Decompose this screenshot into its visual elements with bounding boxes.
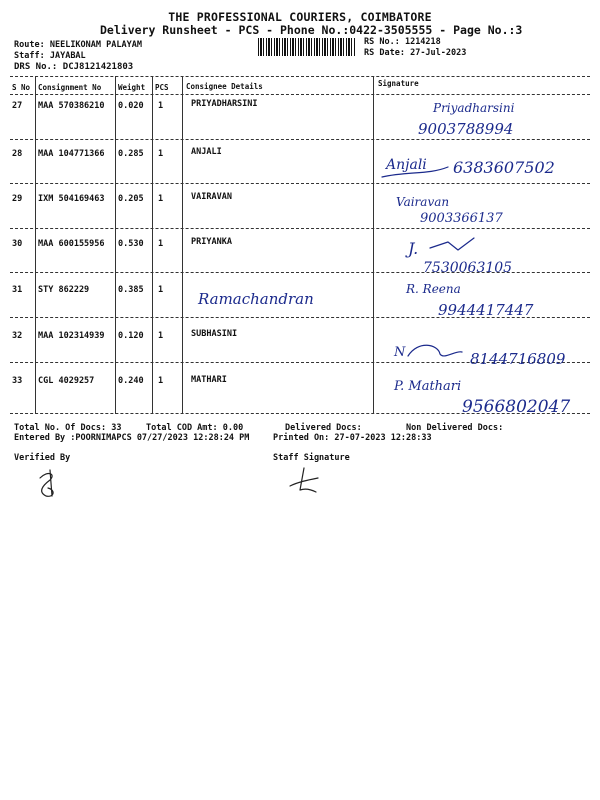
column-rule <box>182 76 183 414</box>
row-consignee: SUBHASINI <box>191 329 238 339</box>
drs-label: DRS No.: <box>14 62 58 72</box>
rs-date-value: 27-Jul-2023 <box>410 48 467 58</box>
row-consignment: MAA 102314939 <box>38 331 105 341</box>
verified-by-label: Verified By <box>14 453 71 463</box>
printed-on: Printed On: 27-07-2023 12:28:33 <box>273 433 432 443</box>
row-weight: 0.020 <box>118 101 144 111</box>
column-rule <box>115 76 116 414</box>
row-consignment: STY 862229 <box>38 285 90 295</box>
signature-name: Priyadharsini <box>433 101 515 115</box>
row-sno: 31 <box>12 285 23 295</box>
signature-row-33 <box>378 366 590 414</box>
signature-phone: 9566802047 <box>462 397 571 414</box>
col-header-pcs: PCS <box>155 83 169 92</box>
row-consignment: MAA 600155956 <box>38 239 105 249</box>
signature-row-31 <box>378 275 590 319</box>
row-consignment: MAA 570386210 <box>38 101 105 111</box>
rs-date-line <box>364 48 466 58</box>
handwritten-consignee-text: Ramachandran <box>198 290 314 308</box>
verifier-signature <box>30 466 70 500</box>
signature-name: Vairavan <box>396 195 450 209</box>
row-consignee: VAIRAVAN <box>191 192 232 202</box>
signature-phone: 7530063105 <box>423 260 513 274</box>
row-weight: 0.205 <box>118 194 144 204</box>
signature-phone: 8144716809 <box>470 350 566 368</box>
entered-by: Entered By :POORNIMAPCS 07/27/2023 12:28:24 PM <box>14 433 250 443</box>
route-value: NEELIKONAM PALAYAM <box>49 40 142 50</box>
signature-row-28 <box>378 141 590 185</box>
col-header-weight: Weight <box>118 83 146 92</box>
signature-phone: 9944417447 <box>438 301 534 319</box>
total-cod: Total COD Amt: 0.00 <box>146 423 244 433</box>
row-pcs: 1 <box>158 376 164 386</box>
signature-name: J. <box>408 239 419 258</box>
signature-name: R. Reena <box>406 282 461 296</box>
rs-no-label: RS No.: <box>364 37 400 47</box>
route-line <box>14 40 142 50</box>
row-pcs: 1 <box>158 194 164 204</box>
col-header-consignee: Consignee Details <box>186 82 263 91</box>
row-weight: 0.240 <box>118 376 144 386</box>
signature-phone: 9003788994 <box>418 120 514 138</box>
row-pcs: 1 <box>158 285 164 295</box>
row-weight: 0.120 <box>118 331 144 341</box>
row-pcs: 1 <box>158 101 164 111</box>
company-name: THE PROFESSIONAL COURIERS, COIMBATORE <box>168 10 432 24</box>
row-pcs: 1 <box>158 239 164 249</box>
drs-value: DCJ8121421803 <box>62 62 134 72</box>
row-pcs: 1 <box>158 149 164 159</box>
signature-stroke <box>430 238 474 250</box>
header-top-rule <box>10 76 590 77</box>
drs-line <box>14 62 133 72</box>
signature-row-32 <box>378 320 590 368</box>
row-weight: 0.530 <box>118 239 144 249</box>
row-pcs: 1 <box>158 331 164 341</box>
signature-stroke <box>290 468 318 492</box>
row-consignment: CGL 4029257 <box>38 376 95 386</box>
row-weight: 0.385 <box>118 285 144 295</box>
signature-name: N <box>394 345 406 360</box>
rs-no-value: 1214218 <box>404 37 441 47</box>
handwritten-consignee <box>196 282 356 316</box>
signature-row-30 <box>378 230 590 274</box>
delivered-docs: Delivered Docs: <box>285 423 362 433</box>
signature-name: P. Mathari <box>394 379 462 394</box>
row-weight: 0.285 <box>118 149 144 159</box>
total-docs: Total No. Of Docs: 33 <box>14 423 122 433</box>
row-consignee: ANJALI <box>191 147 222 157</box>
row-consignment: IXM 504169463 <box>38 194 105 204</box>
row-sno: 33 <box>12 376 23 386</box>
staff-signature-label: Staff Signature <box>273 453 350 463</box>
col-header-consignment: Consignment No <box>38 83 102 92</box>
signature-stroke <box>408 345 462 356</box>
column-rule <box>373 76 374 414</box>
col-header-sno: S No <box>12 83 31 92</box>
rs-no-line <box>364 37 441 47</box>
row-consignment: MAA 104771366 <box>38 149 105 159</box>
row-sno: 32 <box>12 331 23 341</box>
staff-label: Staff: <box>14 51 45 61</box>
route-label: Route: <box>14 40 45 50</box>
signature-phone: 6383607502 <box>453 158 555 177</box>
signature-stroke <box>40 470 53 496</box>
row-sno: 28 <box>12 149 23 159</box>
column-rule <box>35 76 36 414</box>
rs-date-label: RS Date: <box>364 48 405 58</box>
signature-phone: 9003366137 <box>420 211 503 226</box>
row-consignee: MATHARI <box>191 375 227 385</box>
barcode <box>258 38 356 56</box>
signature-row-27 <box>378 96 590 140</box>
row-consignee: PRIYADHARSINI <box>191 99 258 109</box>
row-sno: 27 <box>12 101 23 111</box>
signature-name: Anjali <box>386 157 427 173</box>
signature-row-29 <box>378 186 590 230</box>
column-rule <box>152 76 153 414</box>
runsheet-subtitle: Delivery Runsheet - PCS - Phone No.:0422-3505555 - Page No.:3 <box>100 23 523 37</box>
staff-signature-mark <box>282 462 326 496</box>
row-consignee: PRIYANKA <box>191 237 232 247</box>
col-header-signature: Signature <box>378 79 419 88</box>
non-delivered-docs: Non Delivered Docs: <box>406 423 504 433</box>
row-sno: 29 <box>12 194 23 204</box>
header-bottom-rule <box>10 94 590 95</box>
row-sno: 30 <box>12 239 23 249</box>
staff-line <box>14 51 86 61</box>
staff-value: JAYABAL <box>49 51 86 61</box>
